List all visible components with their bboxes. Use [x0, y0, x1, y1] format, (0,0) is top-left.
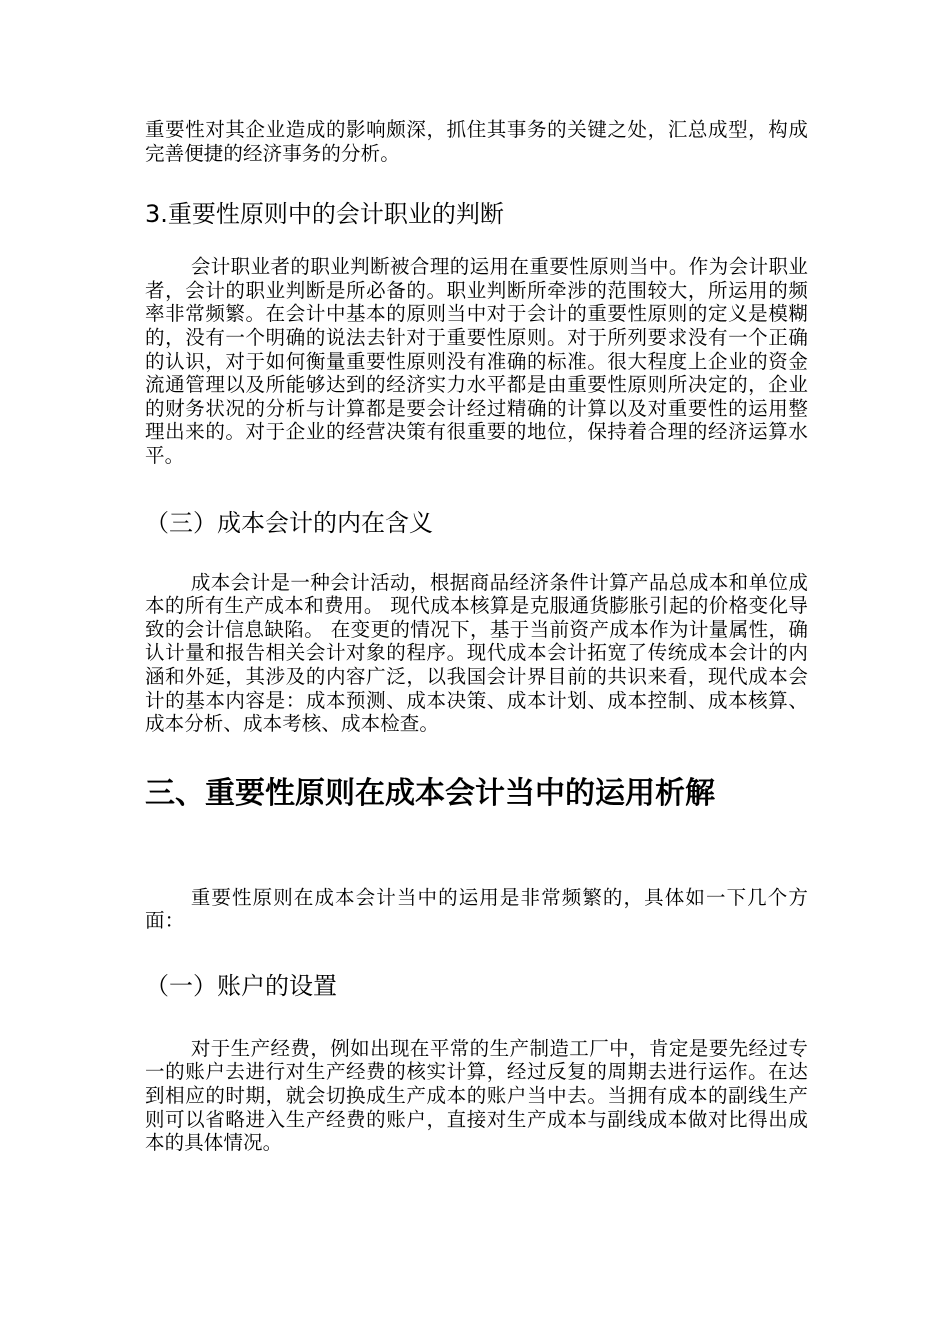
paragraph-accounting-judgment: 会计职业者的职业判断被合理的运用在重要性原则当中。作为会计职业者，会计的职业判断是所必备的。职业判断所牵涉的范围较大，所运用的频率非常频繁。在会计中基本的原则当中对于会计的重要性原则的定义是模糊的，没有一个明确的说法去针对于重要性原则。对于所列要求没有一个正确的认识，对于如何衡量重要性原则没有准确的标准。很大程度上企业的资金流通管理以及所能够达到的经济实力水平都是由重要性原则所决定的，企业的财务状况的分析与计算都是要会计经过精确的计算以及对重要性的运用整理出来的。对于企业的经营决策有很重要的地位，保持着合理的经济运算水平。 [145, 255, 808, 467]
paragraph-account-setup: 对于生产经费，例如出现在平常的生产制造工厂中，肯定是要先经过专一的账户去进行对生产经费的核实计算，经过反复的周期去进行运作。在达到相应的时期，就会切换成生产成本的账户当中去。当拥有成本的副线生产则可以省略进入生产经费的账户，直接对生产成本与副线成本做对比得出成本的具体情况。 [145, 1036, 808, 1155]
paragraph-intro-continued: 重要性对其企业造成的影响颇深，抓住其事务的关键之处，汇总成型，构成完善便捷的经济事务的分析。 [145, 118, 808, 165]
paragraph-cost-accounting-meaning: 成本会计是一种会计活动，根据商品经济条件计算产品总成本和单位成本的所有生产成本和费用。 现代成本核算是克服通货膨胀引起的价格变化导致的会计信息缺陷。 在变更的情况下，基于当前资产成本作为计量属性，确认计量和报告相关会计对象的程序。现代成本会计拓宽了传统成本会计的内涵和外延，其涉及的内容广泛，以我国会计界目前的共识来看，现代成本会计的基本内容是：成本预测、成本决策、成本计划、成本控制、成本核算、成本分析、成本考核、成本检查。 [145, 570, 808, 736]
heading-section-three: 三、重要性原则在成本会计当中的运用析解 [145, 775, 715, 811]
heading-account-setup: （一）账户的设置 [145, 971, 337, 1000]
document-page [145, 118, 808, 1155]
heading-accounting-judgment: 3.重要性原则中的会计职业的判断 [145, 200, 504, 229]
paragraph-section-three-intro: 重要性原则在成本会计当中的运用是非常频繁的，具体如一下几个方面： [145, 885, 808, 933]
heading-cost-accounting-meaning: （三）成本会计的内在含义 [145, 508, 433, 537]
